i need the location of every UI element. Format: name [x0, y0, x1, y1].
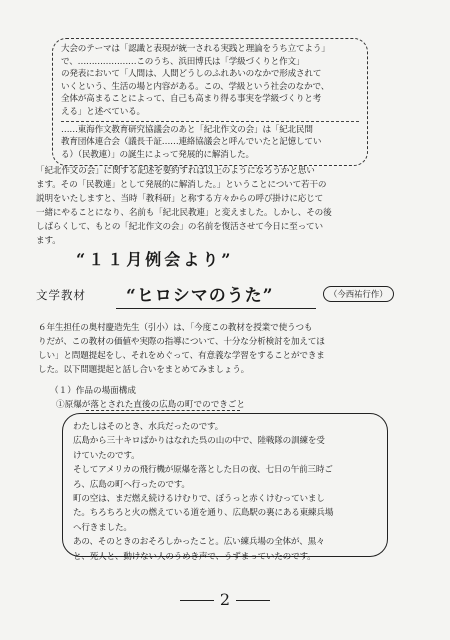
text-line: える」と述べている。 — [61, 106, 145, 117]
text-line: で、…………………このうち、浜田博氏は「学級づくりと作文」 — [61, 56, 305, 67]
text-line: 説明をいたしますと、当時「教科研」と称する方々からの呼び掛けに応じて — [36, 194, 324, 204]
page-number — [0, 590, 450, 609]
text-line: あの、そのときのおそろしかったこと。広い練兵場の全体が、黒々 — [73, 537, 325, 548]
section-heading: （１）作品の場面構成 — [50, 386, 136, 396]
paragraph-intro — [38, 321, 418, 377]
dashed-divider — [61, 121, 359, 122]
material-label: 文学教材 — [36, 288, 86, 302]
text-line: ……東海作文教育研究協議会のあと「紀北作文の会」は「紀北民間 — [61, 124, 313, 135]
paragraph-history — [36, 164, 416, 248]
text-line: 「紀北作文の会」に関する記述を要約すれば以上のようになろうかと思い — [36, 166, 315, 176]
text-line: わたしはそのとき、水兵だったのです。 — [73, 422, 224, 432]
text-line: した。以下問題提起と話し合いをまとめてみましょう。 — [38, 365, 250, 375]
text-line: けていたのです。 — [73, 450, 140, 461]
text-line: ます。その「民教連」として発展的に解消した。」ということについて若干の — [36, 180, 327, 190]
text-line: へ行きました。 — [73, 522, 132, 533]
text-line: 大会のテーマは「認識と表現が統一される実践と理論をうち立てよう」 — [61, 44, 330, 54]
title-underline — [116, 308, 316, 309]
page-number-value: 2 — [219, 590, 231, 609]
text-line: ます。 — [36, 236, 61, 246]
text-line: りだが、この教材の価値や実際の指導について、十分な分析検討を加えてほ — [38, 337, 325, 347]
section-subheading: ①原爆が落とされた直後の広島の町でのできごと — [56, 400, 246, 410]
text-line: そしてアメリカの飛行機が原爆を落とした日の夜、七日の午前三時ご — [73, 465, 333, 476]
text-line: 全体が高まることによって、自己も高まり得る事実を学級づくりと考 — [61, 94, 322, 105]
text-line: しばらくして、もとの「紀北作文の会」の名前を復活させて今日に至ってい — [36, 222, 323, 232]
author-badge: （今西祐行作） — [323, 286, 394, 302]
subheading-underline — [86, 410, 240, 411]
text-line: と、死人と、動けない人のうめき声で、うずまっていたのです。 — [73, 551, 316, 562]
meeting-title: “１１月例会より” — [76, 250, 234, 269]
text-line: の発表において「人間は、人間どうしのふれあいのなかで形成されて — [61, 69, 322, 80]
dash-left — [180, 600, 214, 601]
text-line: 町の空は、まだ燃え続けるけむりで、ぼうっと赤くけむっていまし — [73, 494, 325, 505]
text-line: 広島から三十キロばかりはなれた呉の山の中で、陸戦隊の訓練を受 — [73, 436, 325, 447]
material-title: “ヒロシマのうた” — [126, 286, 274, 306]
text-line: しい」と問題提起をし、それをめぐって、有意義な学習をすることができま — [38, 351, 325, 361]
text-line: 教育団体連合会（議長千証……連絡協議会と呼んでいたと記憶してい — [61, 137, 322, 148]
text-line: いくという、生活の場と内容がある。この、学級という社会のなかで、 — [61, 81, 330, 92]
dash-right — [236, 600, 270, 601]
text-line: ろ、広島の町へ行ったのです。 — [73, 479, 190, 490]
text-line: ６年生担任の奥村慶造先生（引小）は、「今度この教材を授業で使うつも — [38, 323, 313, 333]
story-excerpt-box — [62, 413, 388, 562]
material-heading — [36, 281, 416, 307]
text-line: る）（民教連）」の誕生によって発展的に解消した。 — [61, 149, 254, 160]
quoted-report-box — [52, 38, 368, 166]
text-line: 一緒にやることになり、名前も「紀北民教連」と変えました。しかし、その後 — [36, 208, 332, 218]
text-line: た。ちろちろと火の燃えている道を通り、広島駅の裏にある東練兵場 — [73, 508, 334, 519]
